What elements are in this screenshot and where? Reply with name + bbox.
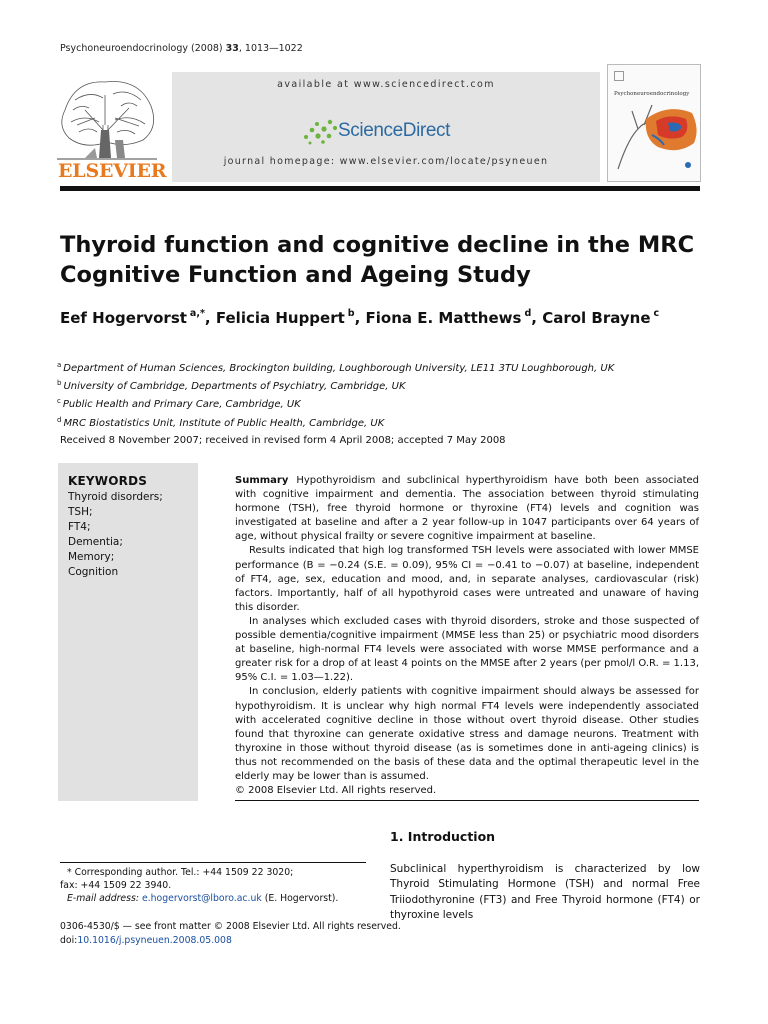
front-matter-line: 0306-4530/$ — see front matter © 2008 Elsevier Ltd. All rights reserved. [60,921,401,932]
summary-label: Summary [235,475,289,486]
cover-brain-image [608,99,700,179]
article-title: Thyroid function and cognitive decline in the MRC Cognitive Function and Ageing Study [60,232,695,288]
author[interactable]: Felicia Huppert $^b$ [215,308,355,327]
summary-paragraph: In conclusion, elderly patients with cognitive impairment should always be assessed for hypothyroidism. It is unclear why high normal FT4 levels were independently associated with accelerated cognitive decline in those without overt thyroid disease. Other studies found that thyroxine can generate oxidative stress and damage neurons. Treatment with thyroxine in those without thyroid disease (as is sometimes done in anti-ageing clinics) is thus not recommended on the basis of these data and the optimal therapeutic level in the elderly may be lower than is assumed. [235,686,699,782]
author[interactable]: Eef Hogervorst $^{a,*}$ [60,308,205,327]
author[interactable]: Carol Brayne $^c$ [542,308,660,327]
footnote-rule [60,862,366,863]
affiliation: $^c$ Public Health and Primary Care, Cambridge, UK [57,397,301,411]
introduction-text: Subclinical hyperthyroidism is characterized by low Thyroid Stimulating Hormone (TSH) and normal Free Triiodothyronine (FT3) and Free Thyroid hormone (FT4) or thyroxine levels [390,863,700,921]
author-email-link[interactable]: e.hogervorst@lboro.ac.uk [141,893,262,905]
issn-doi: 0306-4530/$ — see front matter © 2008 Elsevier Ltd. All rights reserved. doi:10.1016/j.psyneuen.2008.05.008 [60,921,401,946]
affiliation: $^b$ University of Cambridge, Departments of Psychiatry, Cambridge, UK [57,379,406,393]
journal-cover-thumbnail [607,64,701,182]
summary-paragraph: Summary Hypothyroidism and subclinical hyperthyroidism have both been associated with cognitive impairment and dementia. The association between thyroid stimulating hormone (TSH), free thyroid hormone or thyroxine (FT4) levels and cognition was investigated at baseline and after a 2 year follow-up in 1047 participants over 64 years of age, without physical frailty or severe cognitive impairment at baseline. [235,475,699,543]
author-list: Eef Hogervorst $^{a,*}$, Felicia Huppert $^b$, Fiona E. Matthews $^d$, Carol Brayne $^c$ [60,308,660,327]
summary-paragraph: Results indicated that high log transformed TSH levels were associated with lower MMSE performance (B = −0.24 (S.E. = 0.09), 95% CI = −0.41 to −0.07) at baseline, independent of FT4, age, sex, education and mood, and, in separate analyses, cardiovascular (risk) factors. Importantly, half of all hypothyroid cases were untreated and unaware of having this disorder. [235,545,699,613]
keyword-item: Memory; [68,551,115,563]
summary-rule [235,800,699,801]
affiliation: $^a$ Department of Human Sciences, Brockington building, Loughborough University, LE11 3TU Loughborough, UK [57,361,615,374]
affiliations [57,358,707,431]
keyword-item: Dementia; [68,536,123,548]
keywords-box [58,463,198,801]
summary-paragraph: In analyses which excluded cases with thyroid disorders, stroke and those suspected of possible dementia/cognitive impairment (MMSE less than 25) or psychiatric mood disorders at baseline, high-normal FT4 levels were associated with worse MMSE performance and a greater risk for a drop of at least 4 points on the MMSE after 2 years (per pmol/l O.R. = 1.13, 95% C.I. = 1.03—1.22). [235,615,699,684]
keywords-heading: KEYWORDS [68,474,148,488]
abstract-summary [235,474,699,798]
introduction-heading: 1. Introduction [390,829,496,844]
author[interactable]: Fiona E. Matthews $^d$ [365,308,532,327]
header-rule [60,186,700,191]
keyword-item: Thyroid disorders; [68,491,163,503]
cover-mark-icon [614,71,624,81]
available-at-text: available at www.sciencedirect.com [277,79,495,90]
doi-link[interactable]: 10.1016/j.psyneuen.2008.05.008 [77,934,232,946]
summary-copyright: © 2008 Elsevier Ltd. All rights reserved. [235,785,437,797]
journal-homepage-text: journal homepage: www.elsevier.com/locate/psyneuen [223,156,549,167]
keywords-list [68,490,163,580]
affiliation: $^d$ MRC Biostatistics Unit, Institute of Public Health, Cambridge, UK [57,415,385,429]
corresponding-author-footnote: * Corresponding author. Tel.: +44 1509 22 3020; fax: +44 1509 22 3940. E-mail address: e.hogervorst@lboro.ac.uk (E. Hogervorst). [60,867,339,905]
keyword-item: FT4; [68,521,91,533]
keyword-item: TSH; [68,506,93,518]
received-dates: Received 8 November 2007; received in revised form 4 April 2008; accepted 7 May 2008 [60,435,506,446]
journal-reference: Psychoneuroendocrinology (2008) 33, 1013—1022 [60,43,303,54]
elsevier-wordmark: ELSEVIER [58,160,167,182]
sciencedirect-banner [172,72,600,182]
sciencedirect-wordmark: ScienceDirect [338,120,451,141]
keyword-item: Cognition [68,566,119,578]
cover-journal-title: Psychoneuroendocrinology [614,91,690,97]
